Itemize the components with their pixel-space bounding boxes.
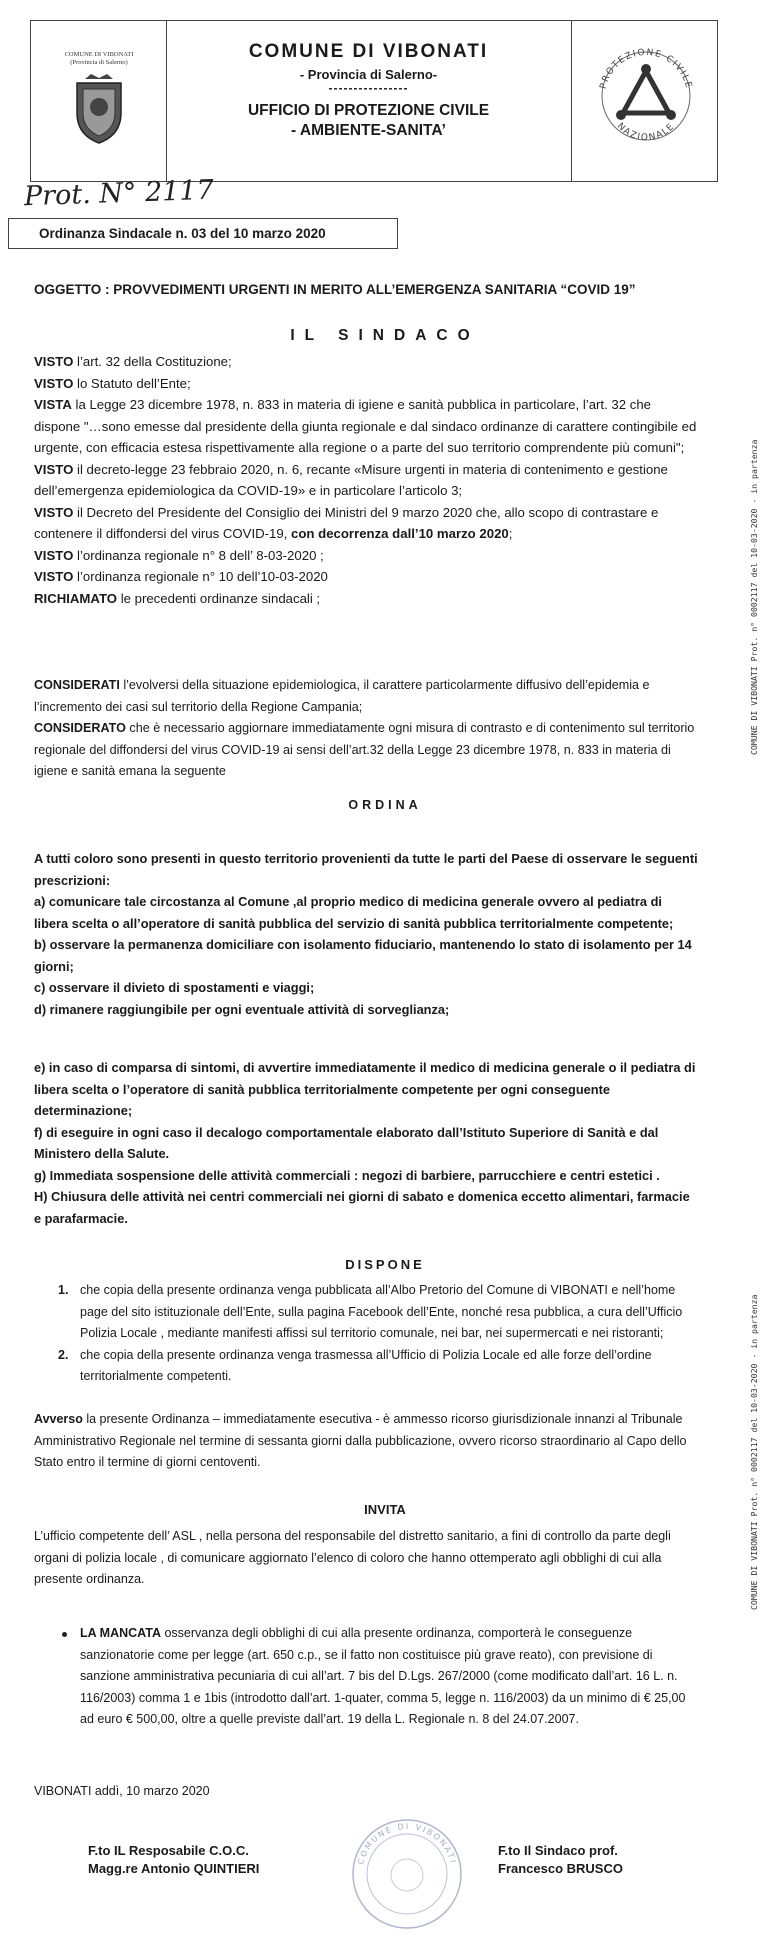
seal-lettering-1: COMUNE DI VIBONATI — [64, 51, 134, 58]
dispone-item: 1. che copia della presente ordinanza venga pubblicata all’Albo Pretorio del Comune di VIBONATI e nell’home page del sito istituzionale dell’Ente, sulla pagina Facebook dell’Ente, nonché resa pubblica, a cura dell’Ufficio Polizia Locale , mediante manifesti affissi sul territorio comunale, nei bar, nei supermercati e nei ristoranti; — [58, 1283, 683, 1340]
issuer-heading: IL SINDACO — [290, 327, 480, 344]
prescription-item: a) comunicare tale circostanza al Comune ,al proprio medico di medicina generale ovvero al pediatra di libera scelta o all’operatore di sanità pubblica del servizio di sanità pubblica territorialmente competente; — [34, 894, 674, 931]
visto-item: VISTO l’ordinanza regionale n° 8 dell’ 8-03-2020 ; — [34, 547, 324, 563]
province-name: - Provincia di Salerno- — [299, 67, 438, 82]
sanctions-item: LA MANCATA osservanza degli obblighi di cui alla presente ordinanza, comporterà le conseguenze sanzionatorie come per legge (art. 650 c.p., se il fatto non costituisce più grave reato), con previsione di sanzione amministrativa pecuniaria di cui all’art. 7 bis del D.Lgs. 267/2000 (come modificato dall’art. 16 L. n. 116/2003) comma 1 e 1bis (introdotto dall’art. 1-quater, comma 5, legge n. 116/2003) da un minimo di € 25,00 ad euro € 500,00, oltre a quelle previste dall’art. 19 della L. Regionale n. 8 del 24.07.2007. — [34, 1623, 698, 1731]
coat-of-arms-icon — [69, 73, 129, 145]
prescriptions-intro: A tutti coloro sono presenti in questo territorio provenienti da tutte le parti del Paese di osservare le seguenti prescrizioni: — [34, 851, 698, 888]
considerato-item: CONSIDERATO che è necessario aggiornare immediatamente ogni misura di contrasto e di contenimento sul territorio regionale del diffondersi del virus COVID-19 ai sensi dell’art.32 della Legge 23 dicembre 1978, n. 833 in materia di igiene e sanità emana la seguente — [34, 721, 695, 778]
header-divider-left — [166, 21, 167, 181]
prescription-item: b) osservare la permanenza domiciliare con isolamento fiduciario, mantenendo lo stato di isolamento per 14 giorni; — [34, 937, 692, 974]
place-and-date: VIBONATI addì, 10 marzo 2020 — [34, 1784, 210, 1798]
prescriptions-list — [34, 848, 698, 1020]
signature-mayor-name: Francesco BRUSCO — [498, 1861, 623, 1876]
ordinance-reference-box — [8, 218, 398, 249]
office-name: UFFICIO DI PROTEZIONE CIVILE — [247, 102, 490, 119]
subject-line: OGGETTO : PROVVEDIMENTI URGENTI IN MERITO ALL’EMERGENZA SANITARIA “COVID 19” — [34, 282, 636, 297]
asl-paragraph: L’ufficio competente dell’ ASL , nella persona del responsabile del distretto sanitario, a fini di controllo da parte degli organi di polizia locale , di comunicare aggiornato l’elenco di coloro che hanno ottemperato agli obblighi di cui alla presente ordinanza. — [34, 1529, 671, 1586]
invita-heading: INVITA — [364, 1502, 406, 1517]
header-dashes: ---------------- — [328, 81, 409, 95]
visto-item: VISTA la Legge 23 dicembre 1978, n. 833 in materia di igiene e sanità pubblica in particolare, l’art. 32 che dispone "…sono emesse dal presidente della giunta regionale e dal sindaco ordinanze di carattere contingibile ed urgente, con efficacia estesa rispettivamente alla regione o a parte del suo territorio comprendente più comuni"; — [34, 397, 697, 455]
sanctions-list — [34, 1623, 698, 1731]
margin-protocol-note: COMUNE DI VIBONATI Prot. n° 0002117 del 10-03-2020 - in partenza — [749, 1294, 759, 1610]
visto-item: VISTO il decreto-legge 23 febbraio 2020, n. 6, recante «Misure urgenti in materia di contenimento e gestione dell’emergenza epidemiologica da COVID-19» e in particolare l’articolo 3; — [34, 461, 668, 498]
municipal-seal — [45, 51, 153, 150]
municipality-name: COMUNE DI VIBONATI — [248, 41, 489, 62]
ordina-heading: ORDINA — [348, 798, 422, 812]
header-divider-right — [571, 21, 572, 181]
signature-coc-role: F.to IL Resposabile C.O.C. — [88, 1843, 249, 1858]
svg-text:PROTEZIONE CIVILE: PROTEZIONE CIVILE — [598, 47, 694, 91]
municipal-stamp-icon — [348, 1815, 466, 1933]
visto-item: VISTO il Decreto del Presidente del Consiglio dei Ministri del 9 marzo 2020 che, allo scopo di contrastare e contenere il diffondersi del virus COVID-19, con decorrenza dall’10 marzo 2020; — [34, 504, 659, 541]
visto-section — [34, 351, 698, 609]
prescription-item: c) osservare il divieto di spostamenti e viaggi; — [34, 980, 315, 995]
richiamato-item: RICHIAMATO le precedenti ordinanze sindacali ; — [34, 590, 321, 606]
svg-text:NAZIONALE: NAZIONALE — [614, 121, 678, 144]
prescription-item: g) Immediata sospensione delle attività commerciali : negozi di barbiere, parrucchiere e centri estetici . — [34, 1167, 660, 1183]
protezione-civile-logo-icon — [583, 33, 709, 159]
seal-lettering-2: (Provincia di Salerno) — [70, 59, 128, 66]
margin-protocol-note: COMUNE DI VIBONATI Prot. n° 0002117 del 10-03-2020 - in partenza — [749, 439, 759, 755]
signature-coc — [88, 1842, 259, 1878]
signature-mayor — [498, 1842, 623, 1878]
visto-item: VISTO l’art. 32 della Costituzione; — [34, 354, 232, 369]
letterhead-box — [30, 20, 718, 182]
prescriptions-list-continued — [34, 1057, 698, 1229]
considerati-section — [34, 675, 698, 783]
letterhead-title — [168, 41, 569, 140]
dispone-heading: DISPONE — [345, 1257, 425, 1272]
visto-item: VISTO lo Statuto dell’Ente; — [34, 375, 191, 391]
svg-text:COMUNE DI VIBONATI: COMUNE DI VIBONATI — [356, 1821, 458, 1866]
office-subtitle: - AMBIENTE-SANITA’ — [291, 122, 446, 139]
prescription-item: f) di eseguire in ogni caso il decalogo comportamentale elaborato dall’Istituto Superiore di Sanità e dal Ministero della Salute. — [34, 1124, 659, 1161]
signature-coc-name: Magg.re Antonio QUINTIERI — [88, 1861, 260, 1876]
dispone-item: 2. che copia della presente ordinanza venga trasmessa all’Ufficio di Polizia Locale ed alle forze dell’ordine territorialmente competenti. — [58, 1347, 652, 1383]
bullet-icon — [62, 1632, 67, 1637]
signature-mayor-role: F.to Il Sindaco prof. — [498, 1843, 618, 1858]
prescription-item: e) in caso di comparsa di sintomi, di avvertire immediatamente il medico di medicina generale o il pediatra di libera scelta o l’operatore di sanità pubblica territorialmente competente per ogni conseguente determinazione; — [34, 1060, 696, 1118]
appeal-notice: Avverso la presente Ordinanza – immediatamente esecutiva - è ammesso ricorso giurisdizionale innanzi al Tribunale Amministrativo Regionale nel termine di sessanta giorni dalla pubblicazione, ovvero ricorso straordinario al Capo dello Stato entro il termine di giorni centoventi. — [34, 1412, 687, 1469]
considerati-item: CONSIDERATI l’evolversi della situazione epidemiologica, il carattere particolarmente diffusivo dell’epidemia e l’incremento dei casi sul territorio della Regione Campania; — [34, 678, 650, 714]
visto-item: VISTO l’ordinanza regionale n° 10 dell’10-03-2020 — [34, 569, 328, 584]
prescription-item: d) rimanere raggiungibile per ogni eventuale attività di sorveglianza; — [34, 1001, 450, 1017]
dispone-list — [34, 1280, 698, 1388]
handwritten-protocol-number: Prot. N° 2117 — [23, 174, 215, 213]
prescription-item: H) Chiusura delle attività nei centri commerciali nei giorni di sabato e domenica eccetto alimentari, farmacie e parafarmacie. — [34, 1189, 690, 1226]
ordinance-number: Ordinanza Sindacale n. 03 del 10 marzo 2020 — [39, 226, 326, 241]
